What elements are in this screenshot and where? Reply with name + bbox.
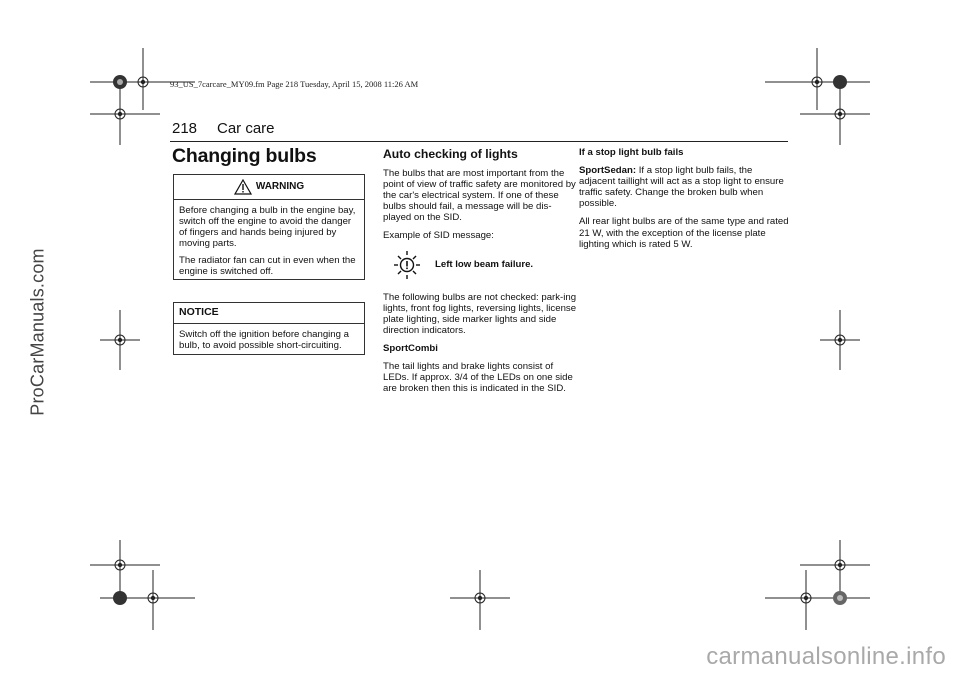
sportcombi-text: The tail lights and brake lights consist of LEDs. If approx. 3/4 of the LEDs on one side are broken then this is indicated in the SID.	[383, 361, 573, 395]
sid-example-label: Example of SID message:	[383, 230, 494, 242]
stop-light-column	[579, 147, 789, 257]
sportcombi-heading: SportCombi	[383, 342, 438, 354]
side-watermark: ProCarManuals.com	[27, 248, 48, 416]
warning-header	[174, 175, 364, 200]
page-title: Changing bulbs	[172, 145, 317, 167]
stop-light-heading: If a stop light bulb fails	[579, 147, 684, 158]
warning-paragraph: The radiator fan can cut in even when the engine is switched off.	[179, 255, 356, 278]
warning-triangle-icon	[234, 179, 252, 195]
notice-box	[173, 302, 365, 355]
page-number: 218	[172, 120, 198, 137]
header-rule	[170, 141, 788, 142]
warning-label: WARNING	[255, 181, 305, 193]
warning-paragraph: Before changing a bulb in the engine bay, switch off the engine to avoid the danger of fingers and hands being injured by moving parts.	[179, 205, 356, 250]
warning-box	[173, 174, 365, 280]
section-title: Car care	[217, 120, 275, 137]
auto-checking-intro: The bulbs that are most important from the point of view of traffic safety are monitored by the car's electrical system. If one of these bulbs should fail, a message will be dis-played on the SID.	[383, 168, 576, 224]
sid-message-row	[393, 250, 578, 280]
rear-bulbs-text: All rear light bulbs are of the same type and rated 21 W, with the exception of the license plate lighting which is rated 5 W.	[579, 216, 789, 250]
not-checked-text: The following bulbs are not checked: park-ing lights, front fog lights, reversing lights, license plate lighting, side marker lights and side direction indicators.	[383, 291, 577, 336]
sportsedan-label: SportSedan:	[579, 165, 637, 177]
sportsedan-paragraph	[579, 165, 789, 209]
bulb-failure-icon	[393, 250, 421, 280]
notice-label: NOTICE	[174, 303, 364, 324]
sid-message: Left low beam failure.	[435, 259, 534, 271]
file-info: 93_US_7carcare_MY09.fm Page 218 Tuesday, April 15, 2008 11:26 AM	[170, 79, 419, 89]
auto-checking-column	[383, 147, 578, 401]
notice-text: Switch off the ignition before changing a bulb, to avoid possible short-circuiting.	[179, 329, 349, 352]
bottom-watermark: carmanualsonline.info	[706, 643, 946, 670]
auto-checking-heading: Auto checking of lights	[383, 147, 518, 161]
sportsedan-text: If a stop light bulb fails, the adjacent taillight will act as a stop light to ensure traffic safety. Change the broken bulb when possible.	[579, 165, 784, 210]
